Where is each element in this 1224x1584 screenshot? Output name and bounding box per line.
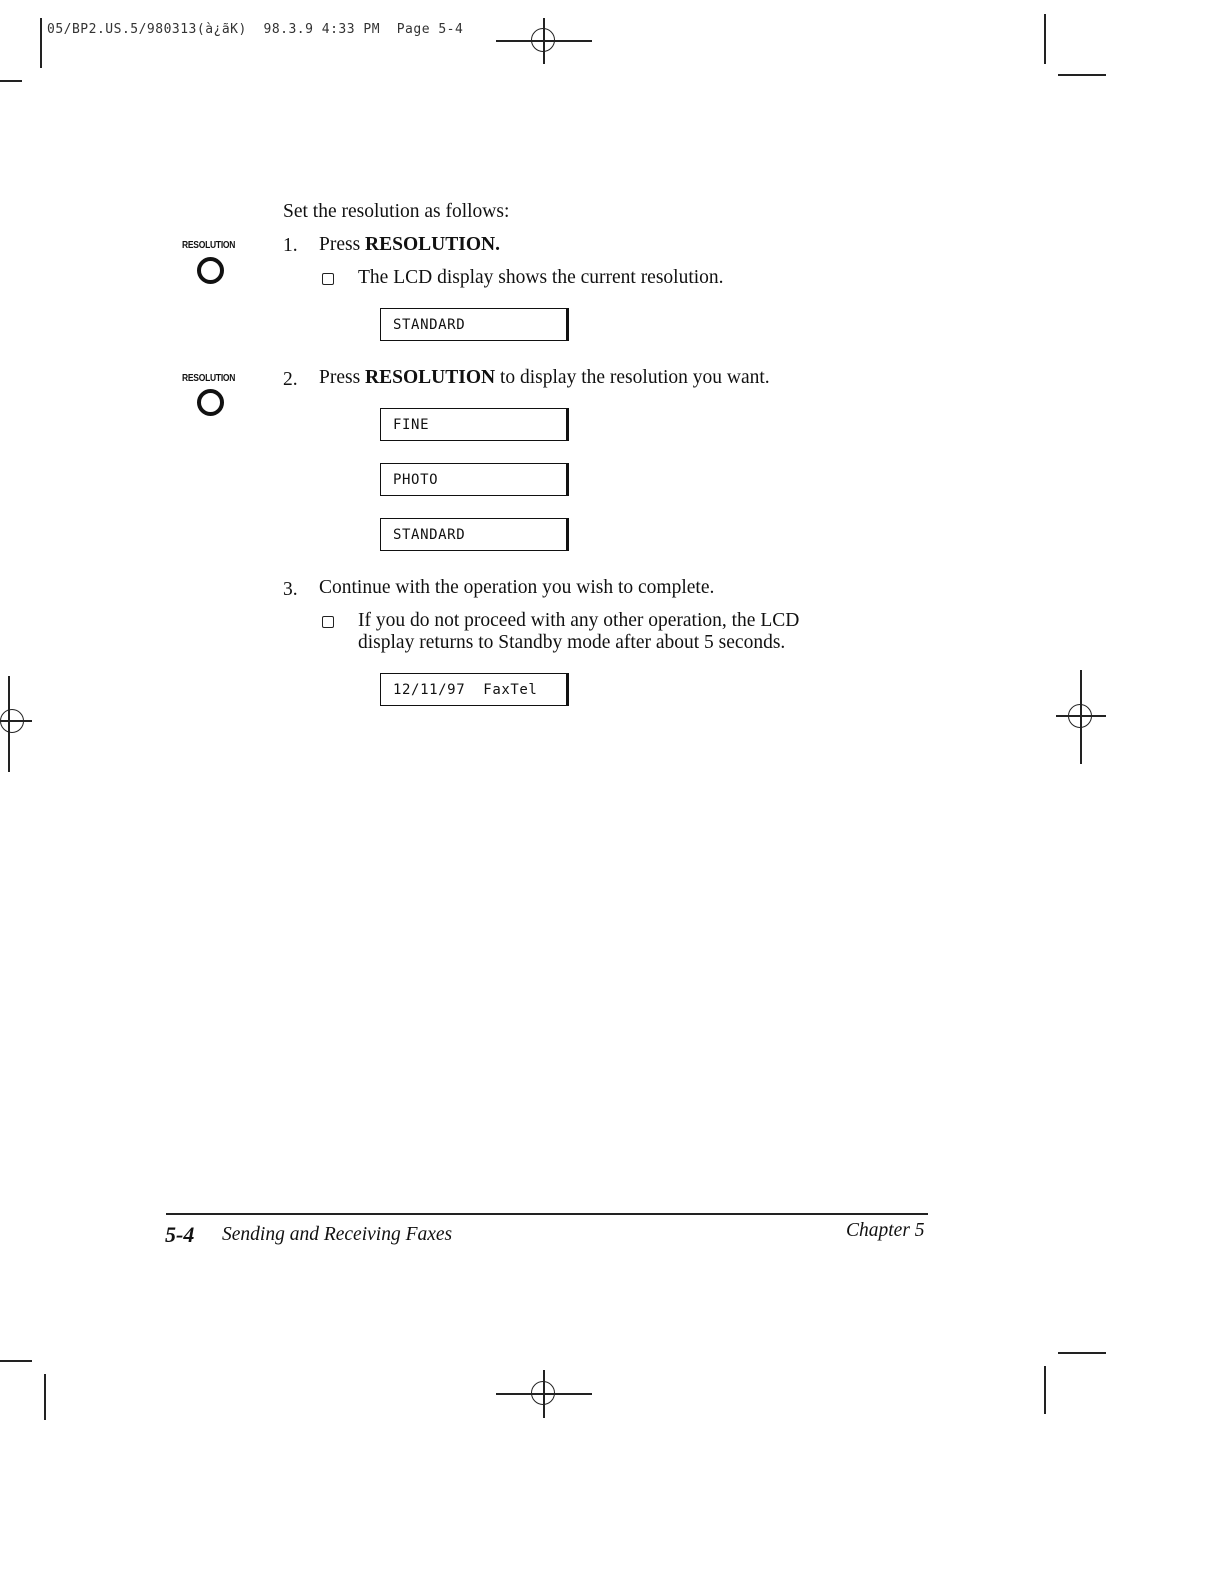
checkbox-bullet-icon bbox=[322, 273, 334, 285]
bullet-text: The LCD display shows the current resolution. bbox=[358, 267, 724, 288]
lcd-display: STANDARD bbox=[380, 308, 569, 341]
step-number: 3. bbox=[283, 579, 298, 600]
step-2-text: Press RESOLUTION to display the resolution you want. bbox=[319, 367, 770, 388]
page-number: 5-4 bbox=[165, 1222, 195, 1247]
registration-line bbox=[496, 40, 592, 42]
step-1-text: Press RESOLUTION. bbox=[319, 234, 500, 255]
resolution-key-label: RESOLUTION bbox=[182, 240, 236, 251]
lcd-display: STANDARD bbox=[380, 518, 569, 551]
step-3-text: Continue with the operation you wish to complete. bbox=[319, 577, 715, 598]
step-number: 2. bbox=[283, 369, 298, 390]
resolution-key-label: RESOLUTION bbox=[182, 373, 236, 384]
registration-line bbox=[496, 1393, 592, 1395]
crop-mark bbox=[1058, 1352, 1106, 1354]
crop-mark bbox=[1058, 74, 1106, 76]
checkbox-bullet-icon bbox=[322, 616, 334, 628]
bullet-text-line-1: If you do not proceed with any other operation, the LCD bbox=[358, 610, 800, 631]
registration-line bbox=[1080, 670, 1082, 764]
resolution-key-icon bbox=[197, 389, 224, 416]
footer-rule bbox=[166, 1213, 928, 1215]
print-slug: 05/BP2.US.5/980313(à¿ãK) 98.3.9 4:33 PM Page 5-4 bbox=[47, 22, 464, 37]
crop-mark bbox=[1044, 1366, 1046, 1414]
lcd-display: 12/11/97 FaxTel bbox=[380, 673, 569, 706]
crop-mark bbox=[0, 80, 22, 82]
section-title: Sending and Receiving Faxes bbox=[222, 1224, 453, 1245]
registration-line bbox=[1056, 715, 1106, 717]
registration-line bbox=[0, 720, 32, 722]
crop-mark bbox=[44, 1374, 46, 1420]
registration-line bbox=[8, 676, 10, 772]
intro-text: Set the resolution as follows: bbox=[283, 201, 510, 222]
crop-mark bbox=[0, 1360, 32, 1362]
bullet-text-line-2: display returns to Standby mode after about 5 seconds. bbox=[358, 632, 786, 653]
resolution-key-icon bbox=[197, 257, 224, 284]
lcd-display: PHOTO bbox=[380, 463, 569, 496]
chapter-label: Chapter 5 bbox=[846, 1220, 925, 1241]
crop-mark bbox=[40, 18, 42, 68]
lcd-display: FINE bbox=[380, 408, 569, 441]
step-number: 1. bbox=[283, 235, 298, 256]
crop-mark bbox=[1044, 14, 1046, 64]
